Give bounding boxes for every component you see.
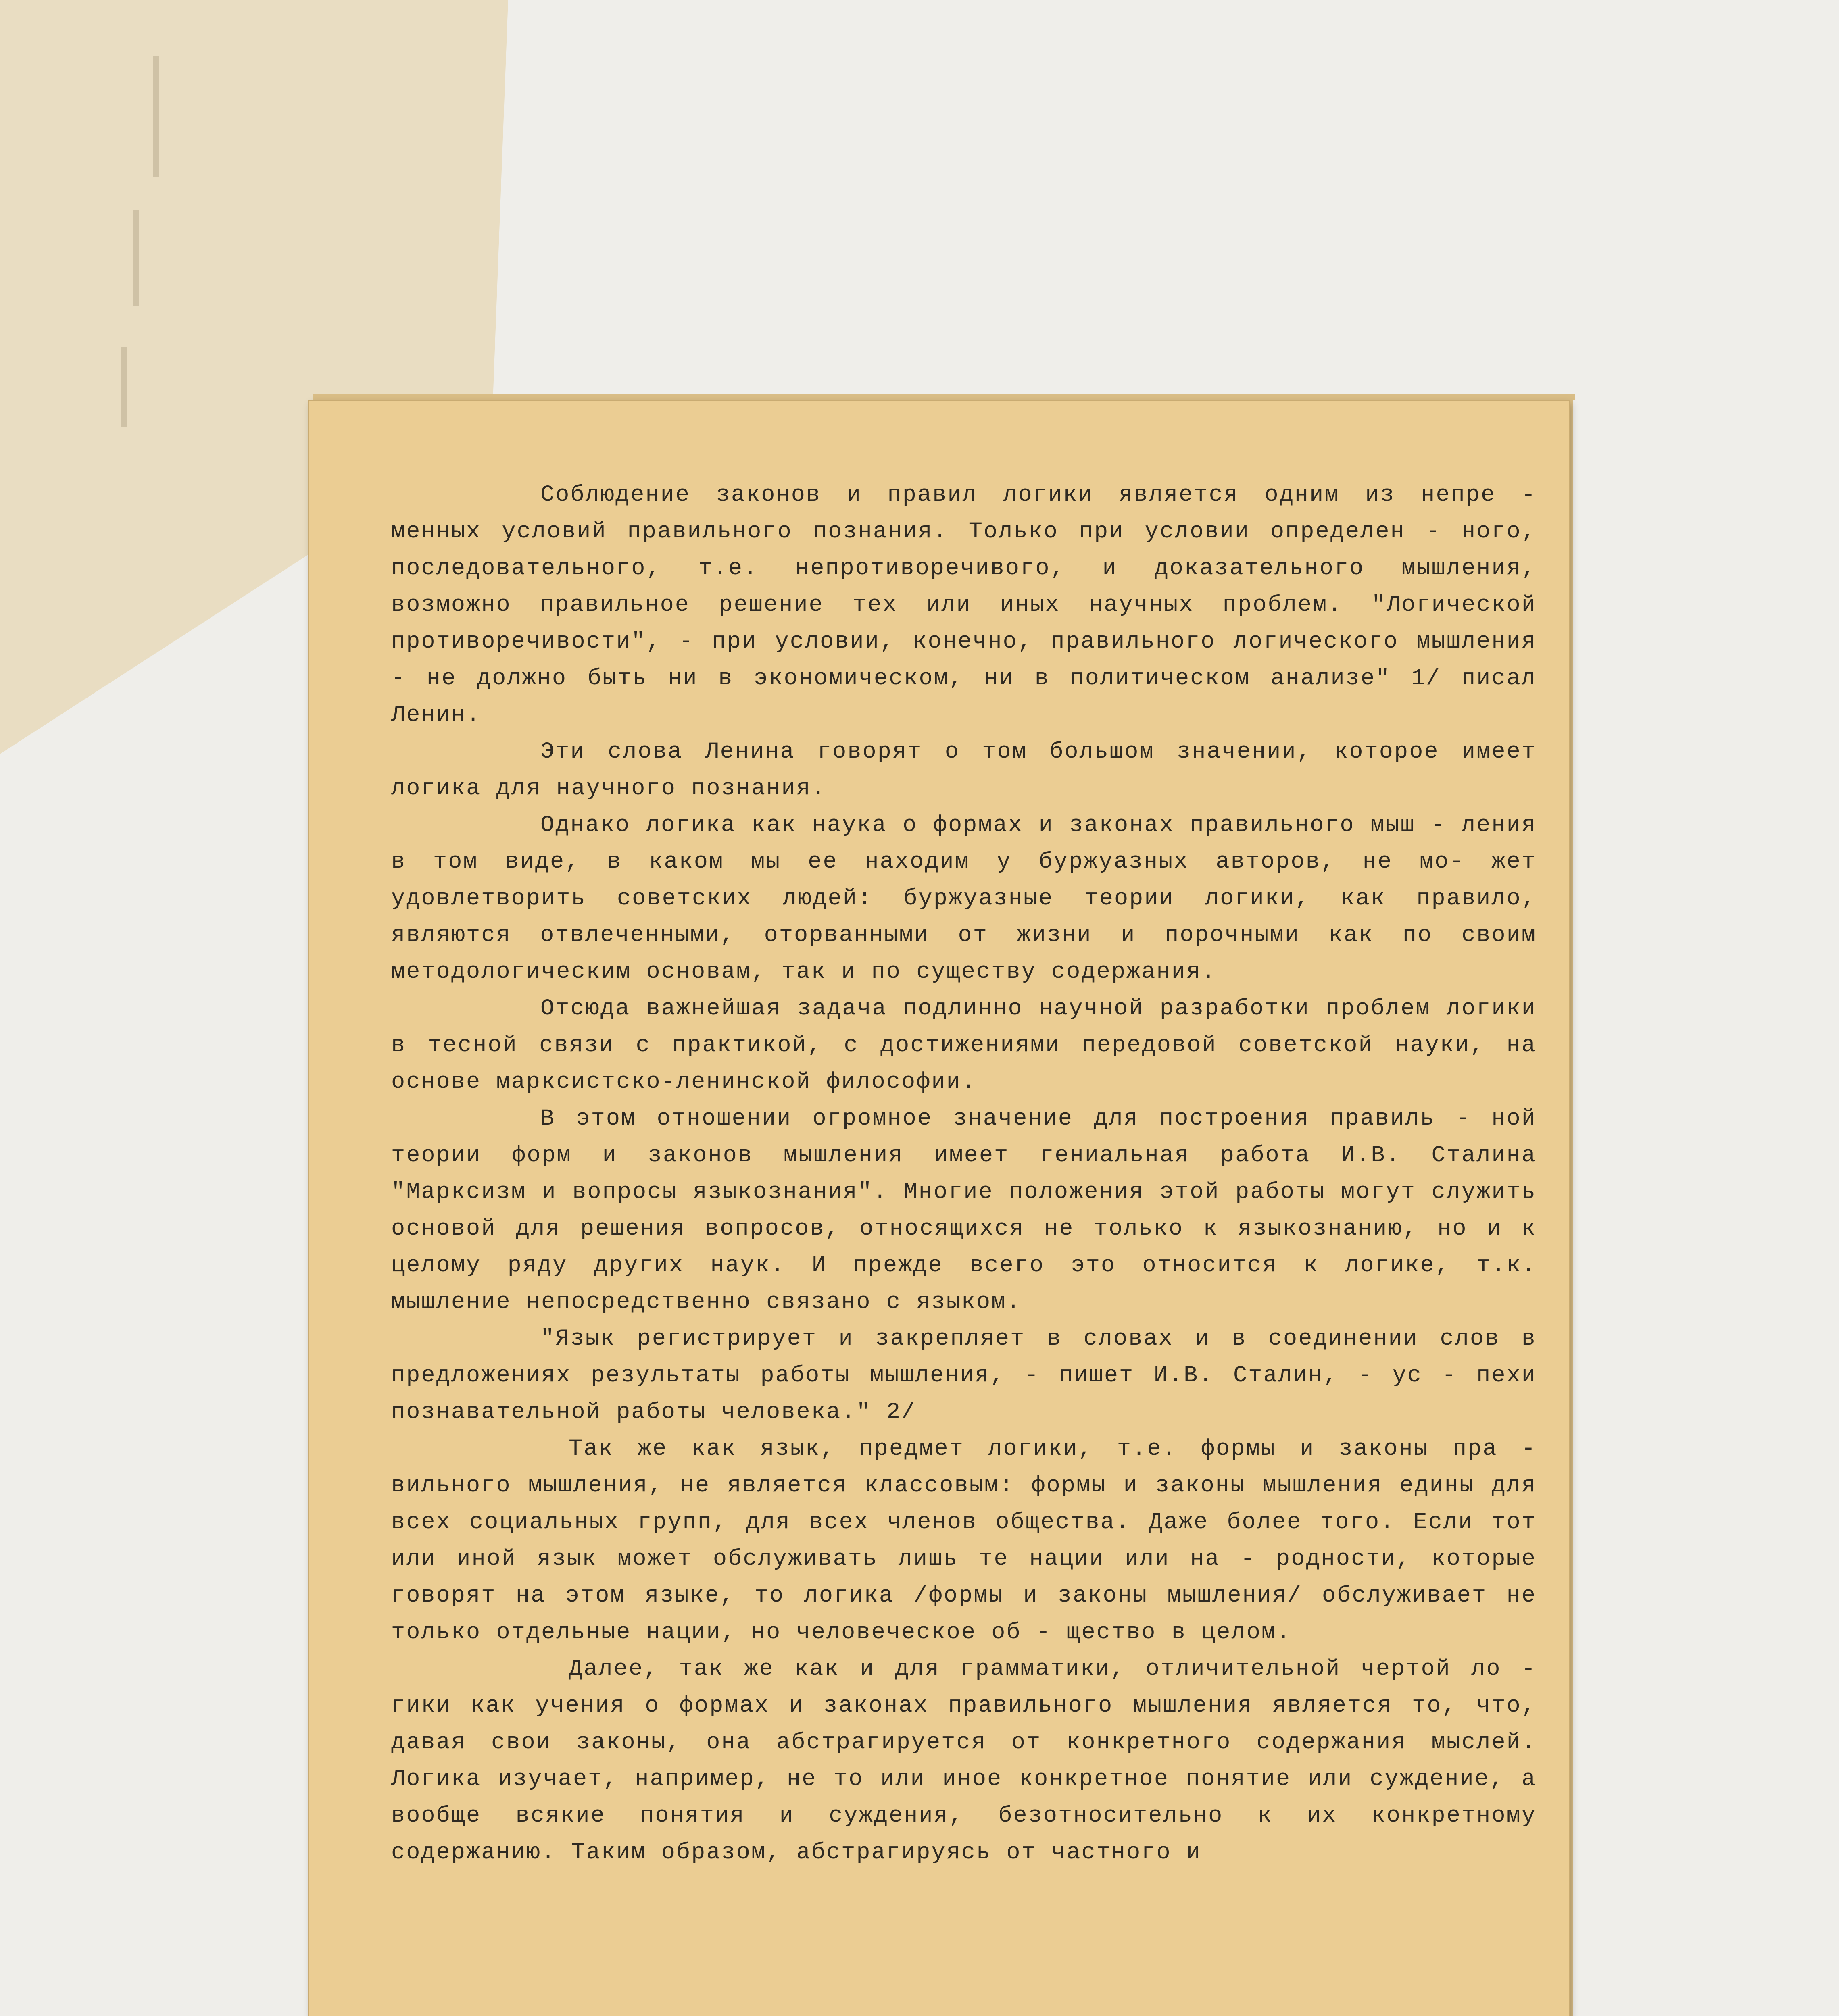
paragraph: В этом отношении огромное значение для построения правиль - ной теории форм и законов мышления имеет гениальная работа И.В. Сталина "Марксизм и вопросы языкознания". Многие положения этой работы могут служить основой для решения вопросов, относящихся не только к языкознанию, но и к целому ряду других наук. И прежде всего это относится к логике, т.к. мышление непосредственно связано с языком. (391, 1106, 1537, 1315)
page-stack-edge (313, 394, 1575, 400)
paragraph: Отсюда важнейшая задача подлинно научной разработки проблем логики в тесной связи с практикой, с достижениями передовой советской науки, на основе марксистско-ленинской философии. (391, 996, 1537, 1095)
typewritten-page (309, 401, 1569, 2016)
body-text (391, 477, 1537, 1871)
paragraph: Однако логика как наука о формах и законах правильного мыш - ления в том виде, в каком мы ее находим у буржуазных авторов, не мо- жет удовлетворить советских людей: буржуазные теории логики, как правило, являются отвлеченными, оторванными от жизни и порочными как по своим методологическим основам, так и по существу содержания. (391, 812, 1537, 985)
bleed-through-text (133, 210, 139, 306)
bleed-through-text (121, 347, 127, 427)
paragraph: Далее, так же как и для грамматики, отличительной чертой ло - гики как учения о формах и законах правильного мышления является то, что, давая свои законы, она абстрагируется от конкретного содержания мыслей. Логика изучает, например, не то или иное конкретное понятие или суждение, а вообще всякие понятия и суждения, безотносительно к их конкретному содержанию. Таким образом, абстрагируясь от частного и (391, 1656, 1537, 1866)
bleed-through-text (153, 56, 159, 177)
paragraph: Так же как язык, предмет логики, т.е. формы и законы пра - вильного мышления, не является классовым: формы и законы мышления едины для всех социальных групп, для всех членов общества. Даже более того. Если тот или иной язык может обслуживать лишь те нации или на - родности, которые говорят на этом языке, то логика /формы и законы мышления/ обслуживает не только отдельные нации, но человеческое об - щество в целом. (391, 1436, 1537, 1645)
paragraph: Соблюдение законов и правил логики является одним из непре - менных условий правильного познания. Только при условии определен - ного, последовательного, т.е. непротиворечивого, и доказательного мышления, возможно правильное решение тех или иных научных проблем. "Логической противоречивости", - при условии, конечно, правильного логического мышления - не должно быть ни в экономическом, ни в политическом анализе" 1/ писал Ленин. (391, 482, 1537, 728)
paragraph: "Язык регистрирует и закрепляет в словах и в соединении слов в предложениях результаты работы мышления, - пишет И.В. Сталин, - ус - пехи познавательной работы человека." 2/ (391, 1326, 1537, 1425)
paragraph: Эти слова Ленина говорят о том большом значении, которое имеет логика для научного познания. (391, 739, 1537, 802)
